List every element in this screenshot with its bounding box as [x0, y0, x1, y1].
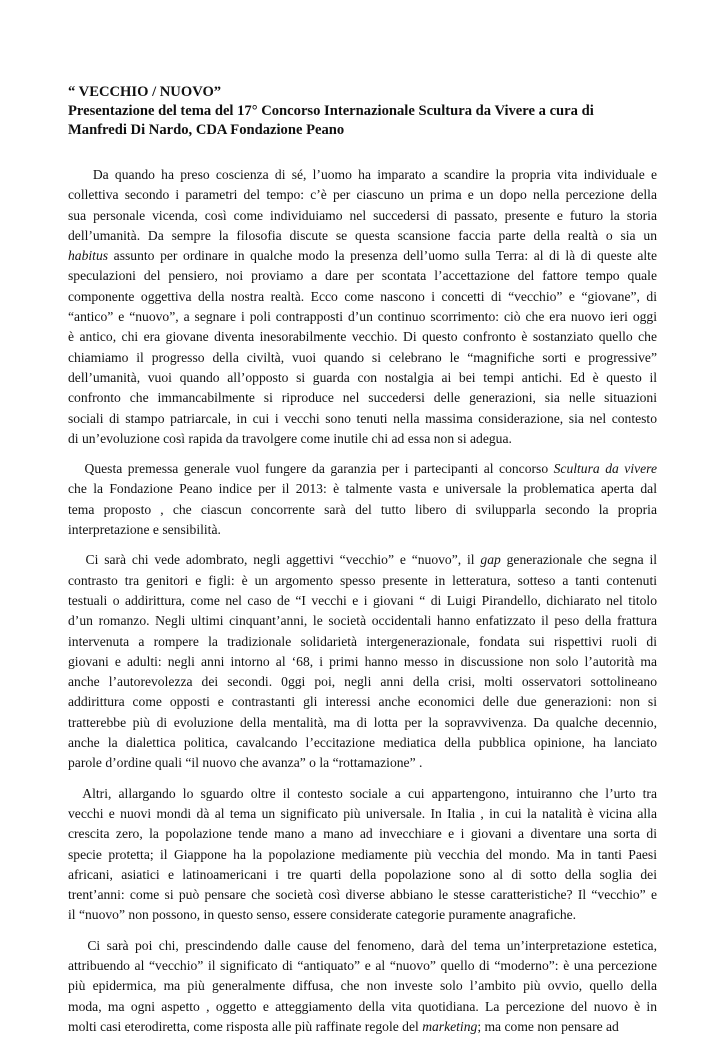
text-line: più epidermica, ma più generalmente diffusa, che non investe solo l’ambito più ovvio, quello della	[68, 978, 657, 994]
document-header	[68, 83, 668, 140]
text-line: sua personale vicenda, così come individuiamo nel succedersi di passato, presente e futuro la storia	[68, 207, 657, 223]
text-line: il “nuovo” non possono, in questo senso, essere considerate categorie puramente anagrafiche.	[68, 907, 577, 923]
text-line: vecchi e nuovi mondi dà al tema un significato più universale. In Italia , in cui la natalità è vicina alla	[68, 805, 657, 821]
text-line: parole d’ordine quali “il nuovo che avanza” o la “rottamazione” .	[68, 755, 423, 771]
text-line: Questa premessa generale vuol fungere da garanzia per i partecipanti al concorso Scultura da vivere	[68, 461, 657, 477]
paragraph	[68, 936, 657, 1037]
text-line: habitus assunto per ordinare in qualche modo la presenza dell’uomo sulla Terra: al di là di queste alte	[68, 248, 657, 264]
text-line: molti casi eterodiretta, come risposta alle più raffinate regole del marketing; ma come non pensare ad	[68, 1018, 619, 1034]
text-line: anche la dialettica politica, cavalcando l’eccitazione mediatica della pubblica opinione, ha lanciato	[68, 735, 657, 751]
text-line: sociali di stampo patriarcale, in cui i vecchi sono tenuti nella massima considerazione, sia nel contesto	[68, 410, 657, 426]
header-title: “ VECCHIO / NUOVO”	[68, 84, 222, 100]
document-body	[68, 165, 657, 1047]
paragraph	[68, 165, 657, 449]
text-line: trent’anni: come si può pensare che società così diverse abbiano le stesse caratteristiche? Il “vecchio” e	[68, 887, 657, 903]
text-line: dell’umanità, vuoi quando all’opposto si guarda con nostalgia ai bei tempi antichi. Ed è questo il	[68, 369, 657, 385]
text-line: chiamiamo il progresso della civiltà, vuoi quando si celebrano le “magnifiche sorti e progressive”	[68, 349, 657, 365]
header-author: Manfredi Di Nardo, CDA Fondazione Peano	[68, 122, 345, 138]
text-line: speculazioni del pensiero, noi proviamo a dare per scontata l’accettazione del fattore tempo quale	[68, 268, 657, 284]
text-line: è antico, chi era giovane diventa inesorabilmente vecchio. Di questo confronto è sostanziato quello che	[68, 329, 657, 345]
text-line: Ci sarà chi vede adombrato, negli aggettivi “vecchio” e “nuovo”, il gap generazionale che segna il	[68, 552, 657, 568]
text-line: specie protetta; il Giappone ha la popolazione mediamente più vecchia del mondo. Ma in tanti Paesi	[68, 846, 657, 862]
text-line: dell’umanità. Da sempre la filosofia discute se questa scansione faccia parte della realtà o sia un	[68, 227, 657, 243]
text-line: testuali o addirittura, come nel caso de “I vecchi e i giovani “ di Luigi Pirandello, dichiarato nel titolo	[68, 592, 657, 608]
text-line: Altri, allargando lo sguardo oltre il contesto sociale a cui appartengono, intuiranno che l’urto tra	[68, 785, 657, 801]
paragraph	[68, 550, 657, 773]
text-line: tema proposto , che ciascun concorrente sarà del tutto libero di svilupparla secondo la propria	[68, 501, 657, 517]
text-line: contrasto tra genitori e figli: è un argomento spesso presente in letteratura, sotteso a tanti contenuti	[68, 572, 657, 588]
text-line: giovani e adulti: negli anni intorno al ‘68, i primi hanno messo in discussione non solo l’autorità ma	[68, 653, 657, 669]
text-line: interpretazione e sensibilità.	[68, 522, 221, 538]
text-line: moda, ma ogni aspetto , oggetto e atteggiamento della vita quotidiana. La percezione del nuovo è in	[68, 998, 657, 1014]
header-subtitle: Presentazione del tema del 17° Concorso Internazionale Scultura da Vivere a cura di	[68, 103, 594, 119]
text-line: d’un romanzo. Negli ultimi cinquant’anni, le società occidentali hanno enfatizzato il peso della frattura	[68, 613, 657, 629]
text-line: di un’evoluzione così rapida da travolgere come inutile chi ad essa non si adegua.	[68, 430, 512, 446]
text-line: addirittura come opposti e contrastanti gli interessi anche economici delle due generazioni: non si	[68, 694, 657, 710]
text-line: crescita zero, la popolazione tende mano a mano ad invecchiare e i giovani a diventare una sorta di	[68, 826, 657, 842]
text-line: attribuendo al “vecchio” il significato di “antiquato” e al “nuovo” quello di “moderno”: è una percezione	[68, 957, 657, 973]
text-line: tratterebbe più di evoluzione della mentalità, ma di lotta per la sopravvivenza. Da qualche decennio,	[68, 714, 657, 730]
text-line: Da quando ha preso coscienza di sé, l’uomo ha imparato a scandire la propria vita individuale e	[68, 167, 657, 182]
paragraph	[68, 784, 657, 926]
text-line: intervenuta a rompere la tradizionale solidarietà intergenerazionale, fondata sui rispettivi ruoli di	[68, 633, 657, 649]
text-line: componente oggettiva della nostra realtà. Ecco come nascono i concetti di “vecchio” e “giovane”, di	[68, 288, 657, 304]
paragraph	[68, 459, 657, 540]
text-line: anche l’autorevolezza dei secondi. 0ggi poi, negli anni della crisi, molti osservatori sottolineano	[68, 674, 657, 690]
text-line: che la Fondazione Peano indice per il 2013: è talmente vasta e universale la problematica aperta dal	[68, 481, 657, 497]
text-line: Ci sarà poi chi, prescindendo dalle cause del fenomeno, darà del tema un’interpretazione estetica,	[68, 937, 657, 953]
text-line: “antico” e “nuovo”, a segnare i poli contrapposti d’un continuo scorrimento: ciò che era nuovo ieri oggi	[68, 309, 657, 325]
text-line: collettiva secondo i parametri del tempo: c’è per ciascuno un prima e un dopo nella percezione della	[68, 187, 657, 203]
text-line: africani, asiatici e latinoamericani i tre quarti della popolazione sono al di sotto della soglia dei	[68, 866, 657, 882]
text-line: confronto che immancabilmente si riproduce nel succedersi delle generazioni, sia nelle situazioni	[68, 390, 657, 406]
